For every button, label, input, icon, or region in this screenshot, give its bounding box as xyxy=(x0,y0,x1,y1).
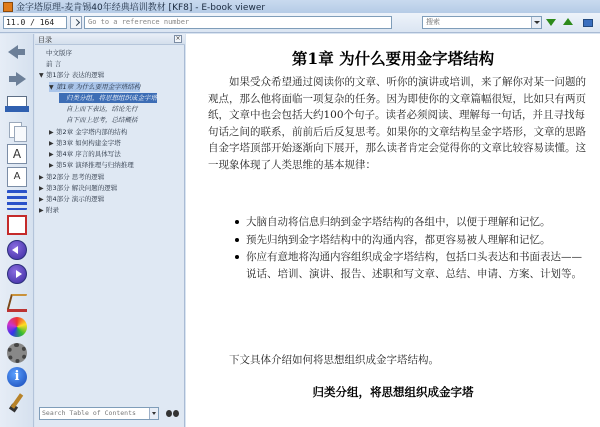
toc-item[interactable] xyxy=(39,172,104,182)
toc-item[interactable] xyxy=(39,183,117,193)
side-toolbar xyxy=(0,34,34,427)
bullet-item: 大脑自动将信息归纳到金字塔结构的各组中，以便于理解和记忆。 xyxy=(246,214,586,231)
toc-item[interactable] xyxy=(49,149,121,159)
find-next-icon[interactable] xyxy=(545,17,557,28)
toc-item[interactable] xyxy=(39,194,104,204)
chapter-title: 第1章 为什么要用金字塔结构 xyxy=(291,49,495,68)
collapsed-arrow-icon[interactable]: ▶ xyxy=(49,140,54,147)
toc-item[interactable] xyxy=(59,115,138,125)
collapsed-arrow-icon[interactable]: ▶ xyxy=(39,196,44,203)
forward-icon[interactable] xyxy=(7,69,27,89)
toc-item-label: 第3章 如何构建金字塔 xyxy=(56,139,121,147)
previous-page-icon[interactable] xyxy=(7,240,27,260)
bullet-item: 预先归纳到金字塔结构中的沟通内容，都更容易被人理解和记忆。 xyxy=(246,232,586,249)
bullet-item: 你应有意地将沟通内容组织成金字塔结构，包括口头表达和书面表达——说话、培训、演讲、报告、述职和写文章、总结、申请、方案、计划等。 xyxy=(246,249,586,282)
toc-item-label: 第2章 金字塔内部的结构 xyxy=(56,128,128,136)
page-position-field[interactable]: 11.0 / 164 xyxy=(3,16,67,29)
toc-search-placeholder: Search Table of Contents xyxy=(42,409,136,417)
collapsed-arrow-icon[interactable]: ▶ xyxy=(39,174,44,181)
table-of-contents-panel xyxy=(35,34,185,427)
next-page-icon[interactable] xyxy=(7,264,27,284)
toolbar xyxy=(0,13,600,33)
find-previous-icon[interactable] xyxy=(562,17,574,28)
toc-item-label: 第4章 序言的具体写法 xyxy=(56,150,121,158)
theme-icon[interactable] xyxy=(7,317,27,337)
toc-item-label: 第2部分 思考的逻辑 xyxy=(46,173,105,181)
section-title: 归类分组，将思想组织成金字塔 xyxy=(312,385,474,399)
font-larger-icon[interactable]: A xyxy=(7,144,27,164)
inspect-icon[interactable] xyxy=(7,393,27,413)
toolbar-menu-icon[interactable] xyxy=(581,17,593,28)
toc-close-icon[interactable]: × xyxy=(175,35,181,42)
toc-item[interactable] xyxy=(39,59,61,69)
copy-icon[interactable] xyxy=(7,121,27,141)
toc-item-label: 附录 xyxy=(46,206,59,214)
bullet-list xyxy=(246,214,586,283)
collapsed-arrow-icon[interactable]: ▶ xyxy=(39,185,44,192)
toc-item-label: 第3部分 解决问题的逻辑 xyxy=(46,184,118,192)
toc-item[interactable] xyxy=(49,82,140,92)
toc-item[interactable] xyxy=(39,205,59,215)
toc-item-label: 自下而上思考，总结概括 xyxy=(66,116,138,124)
fullscreen-icon[interactable] xyxy=(7,215,27,235)
toc-item-label: 第1部分 表达的逻辑 xyxy=(46,71,105,79)
collapsed-arrow-icon[interactable]: ▶ xyxy=(49,151,54,158)
toc-item[interactable] xyxy=(49,127,127,137)
toc-search-input[interactable] xyxy=(39,407,159,420)
title-bar xyxy=(0,0,600,13)
toc-item[interactable] xyxy=(59,104,138,114)
goto-reference-icon[interactable] xyxy=(70,16,82,29)
toc-item-label: 中文版序 xyxy=(46,49,72,57)
toc-item[interactable] xyxy=(49,138,121,148)
expanded-arrow-icon[interactable]: ▼ xyxy=(39,72,44,79)
app-icon xyxy=(3,2,13,12)
collapsed-arrow-icon[interactable]: ▶ xyxy=(49,129,54,136)
back-icon[interactable] xyxy=(7,42,27,62)
toc-item[interactable] xyxy=(59,93,157,103)
binoculars-icon[interactable] xyxy=(165,407,181,420)
toc-item-label: 自上而下表达，结论先行 xyxy=(66,105,138,113)
window-title: 金字塔原理-麦肯锡40年经典培训教材 [KF8] - E-book viewer xyxy=(16,3,266,13)
paragraph: 下文具体介绍如何将思想组织成金字塔结构。 xyxy=(229,354,439,366)
toc-item[interactable] xyxy=(49,160,134,170)
toc-item-label: 第1章 为什么要用金字塔结构 xyxy=(56,83,141,91)
toc-search-dropdown-icon[interactable] xyxy=(149,408,158,419)
paragraph: 如果受众希望通过阅读你的文章、听你的演讲或培训，来了解你对某一问题的观点，那么他将面临一项复杂的任务。因为即使你的文章篇幅很短，比如只有两页纸，文章中也会包括大约100个句子。读者必须阅读、理解每一句话，并且寻找每句话之间的联系，前前后后反复思考。如果你的文章结构呈金字塔形，文章的思路自金字塔顶部开始逐渐向下展开，那么读者肯定会觉得你的文章比较容易读懂。这一现象体现了人类思维的基本规律： xyxy=(208,76,586,171)
toc-item-label: 前 言 xyxy=(46,60,62,68)
preferences-icon[interactable] xyxy=(7,343,27,363)
print-icon[interactable] xyxy=(7,96,27,110)
table-of-contents-icon[interactable] xyxy=(7,190,27,210)
search-input[interactable] xyxy=(422,16,542,29)
reference-number-input[interactable]: Go to a reference number xyxy=(84,16,392,29)
search-label: 搜索 xyxy=(426,18,440,26)
info-icon[interactable]: i xyxy=(7,367,27,387)
toc-title: 目录 xyxy=(38,36,52,44)
collapsed-arrow-icon[interactable]: ▶ xyxy=(49,162,54,169)
book-content xyxy=(186,34,600,427)
toc-item-label: 第5章 演绎推理与归纳推理 xyxy=(56,161,134,169)
toc-item[interactable] xyxy=(39,70,104,80)
collapsed-arrow-icon[interactable]: ▶ xyxy=(39,207,44,214)
toc-item-label: 第4部分 演示的逻辑 xyxy=(46,195,105,203)
toc-item[interactable] xyxy=(39,48,72,58)
toc-item-label: 归类分组，将思想组织成金字塔 xyxy=(66,94,157,102)
font-smaller-icon[interactable]: A xyxy=(7,167,27,187)
expanded-arrow-icon[interactable]: ▼ xyxy=(49,84,54,91)
search-dropdown-icon[interactable] xyxy=(531,17,541,28)
toc-header xyxy=(35,34,185,45)
bookmarks-icon[interactable] xyxy=(7,292,27,312)
